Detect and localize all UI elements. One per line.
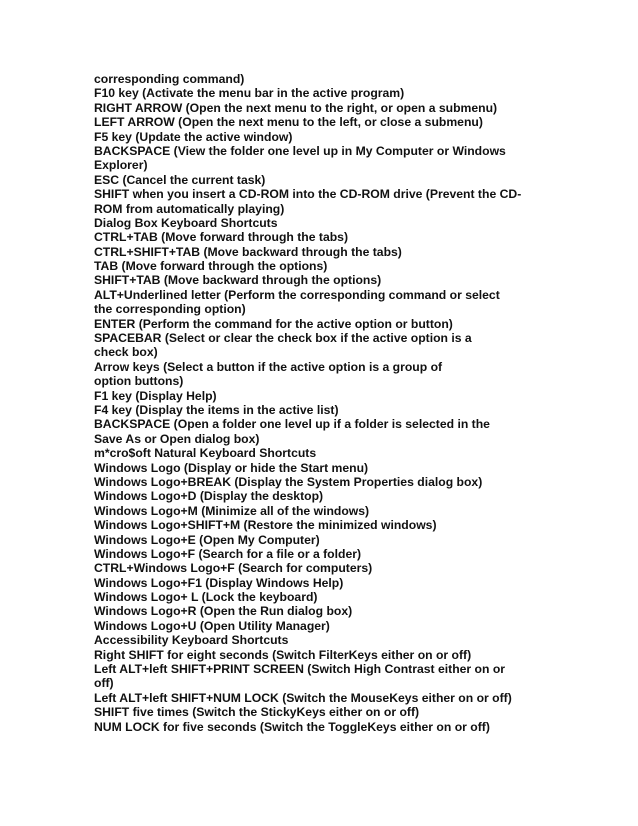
text-line: CTRL+SHIFT+TAB (Move backward through the tabs)	[94, 244, 402, 259]
text-line: Windows Logo+BREAK (Display the System Properties dialog box)	[94, 474, 483, 489]
text-line: SHIFT+TAB (Move backward through the options)	[94, 273, 382, 288]
text-line: BACKSPACE (View the folder one level up in My Computer or Windows	[94, 143, 506, 158]
text-line: SHIFT when you insert a CD-ROM into the CD-ROM drive (Prevent the CD-	[94, 187, 522, 202]
text-line: Windows Logo+U (Open Utility Manager)	[94, 618, 330, 633]
text-line: off)	[94, 676, 114, 691]
text-line: check box)	[94, 345, 158, 360]
text-line: TAB (Move forward through the options)	[94, 259, 328, 274]
section-heading-dialog-box: Dialog Box Keyboard Shortcuts	[94, 215, 278, 230]
text-line: F5 key (Update the active window)	[94, 129, 293, 144]
text-line: Save As or Open dialog box)	[94, 431, 260, 446]
text-line: Windows Logo+F1 (Display Windows Help)	[94, 575, 344, 590]
text-line: ALT+Underlined letter (Perform the corresponding command or select	[94, 287, 500, 302]
text-line: F4 key (Display the items in the active list)	[94, 402, 339, 417]
text-line: option buttons)	[94, 374, 184, 389]
section-heading-accessibility: Accessibility Keyboard Shortcuts	[94, 633, 289, 648]
text-line: F10 key (Activate the menu bar in the active program)	[94, 86, 405, 101]
text-line: ENTER (Perform the command for the active option or button)	[94, 316, 453, 331]
text-line: Windows Logo+M (Minimize all of the windows)	[94, 503, 370, 518]
text-line: Left ALT+left SHIFT+NUM LOCK (Switch the MouseKeys either on or off)	[94, 690, 512, 705]
text-line: Windows Logo+F (Search for a file or a folder)	[94, 546, 362, 561]
section-heading-natural-keyboard: m*cro$oft Natural Keyboard Shortcuts	[94, 446, 317, 461]
document-body	[94, 72, 544, 734]
text-line: Windows Logo+SHIFT+M (Restore the minimized windows)	[94, 518, 437, 533]
text-line: Windows Logo+ L (Lock the keyboard)	[94, 590, 318, 605]
text-line: SPACEBAR (Select or clear the check box if the active option is a	[94, 331, 472, 346]
text-line: ROM from automatically playing)	[94, 201, 285, 216]
text-line: LEFT ARROW (Open the next menu to the left, or close a submenu)	[94, 115, 483, 130]
text-line: SHIFT five times (Switch the StickyKeys either on or off)	[94, 705, 420, 720]
text-line: Windows Logo+R (Open the Run dialog box)	[94, 604, 353, 619]
text-line: Left ALT+left SHIFT+PRINT SCREEN (Switch High Contrast either on or	[94, 662, 506, 677]
text-line: Explorer)	[94, 158, 148, 173]
text-line: F1 key (Display Help)	[94, 388, 217, 403]
text-line: Windows Logo+E (Open My Computer)	[94, 532, 320, 547]
text-line: ESC (Cancel the current task)	[94, 172, 266, 187]
text-line: Windows Logo+D (Display the desktop)	[94, 489, 324, 504]
text-line: BACKSPACE (Open a folder one level up if a folder is selected in the	[94, 417, 490, 432]
text-line: NUM LOCK for five seconds (Switch the ToggleKeys either on or off)	[94, 719, 490, 734]
text-line: CTRL+Windows Logo+F (Search for computers)	[94, 561, 373, 576]
text-line: Right SHIFT for eight seconds (Switch FilterKeys either on or off)	[94, 647, 472, 662]
text-line: RIGHT ARROW (Open the next menu to the right, or open a submenu)	[94, 100, 498, 115]
text-line: the corresponding option)	[94, 302, 246, 317]
text-line: CTRL+TAB (Move forward through the tabs)	[94, 230, 349, 245]
text-line: corresponding command)	[94, 72, 245, 86]
text-line: Arrow keys (Select a button if the active option is a group of	[94, 359, 443, 374]
text-line: Windows Logo (Display or hide the Start menu)	[94, 460, 369, 475]
